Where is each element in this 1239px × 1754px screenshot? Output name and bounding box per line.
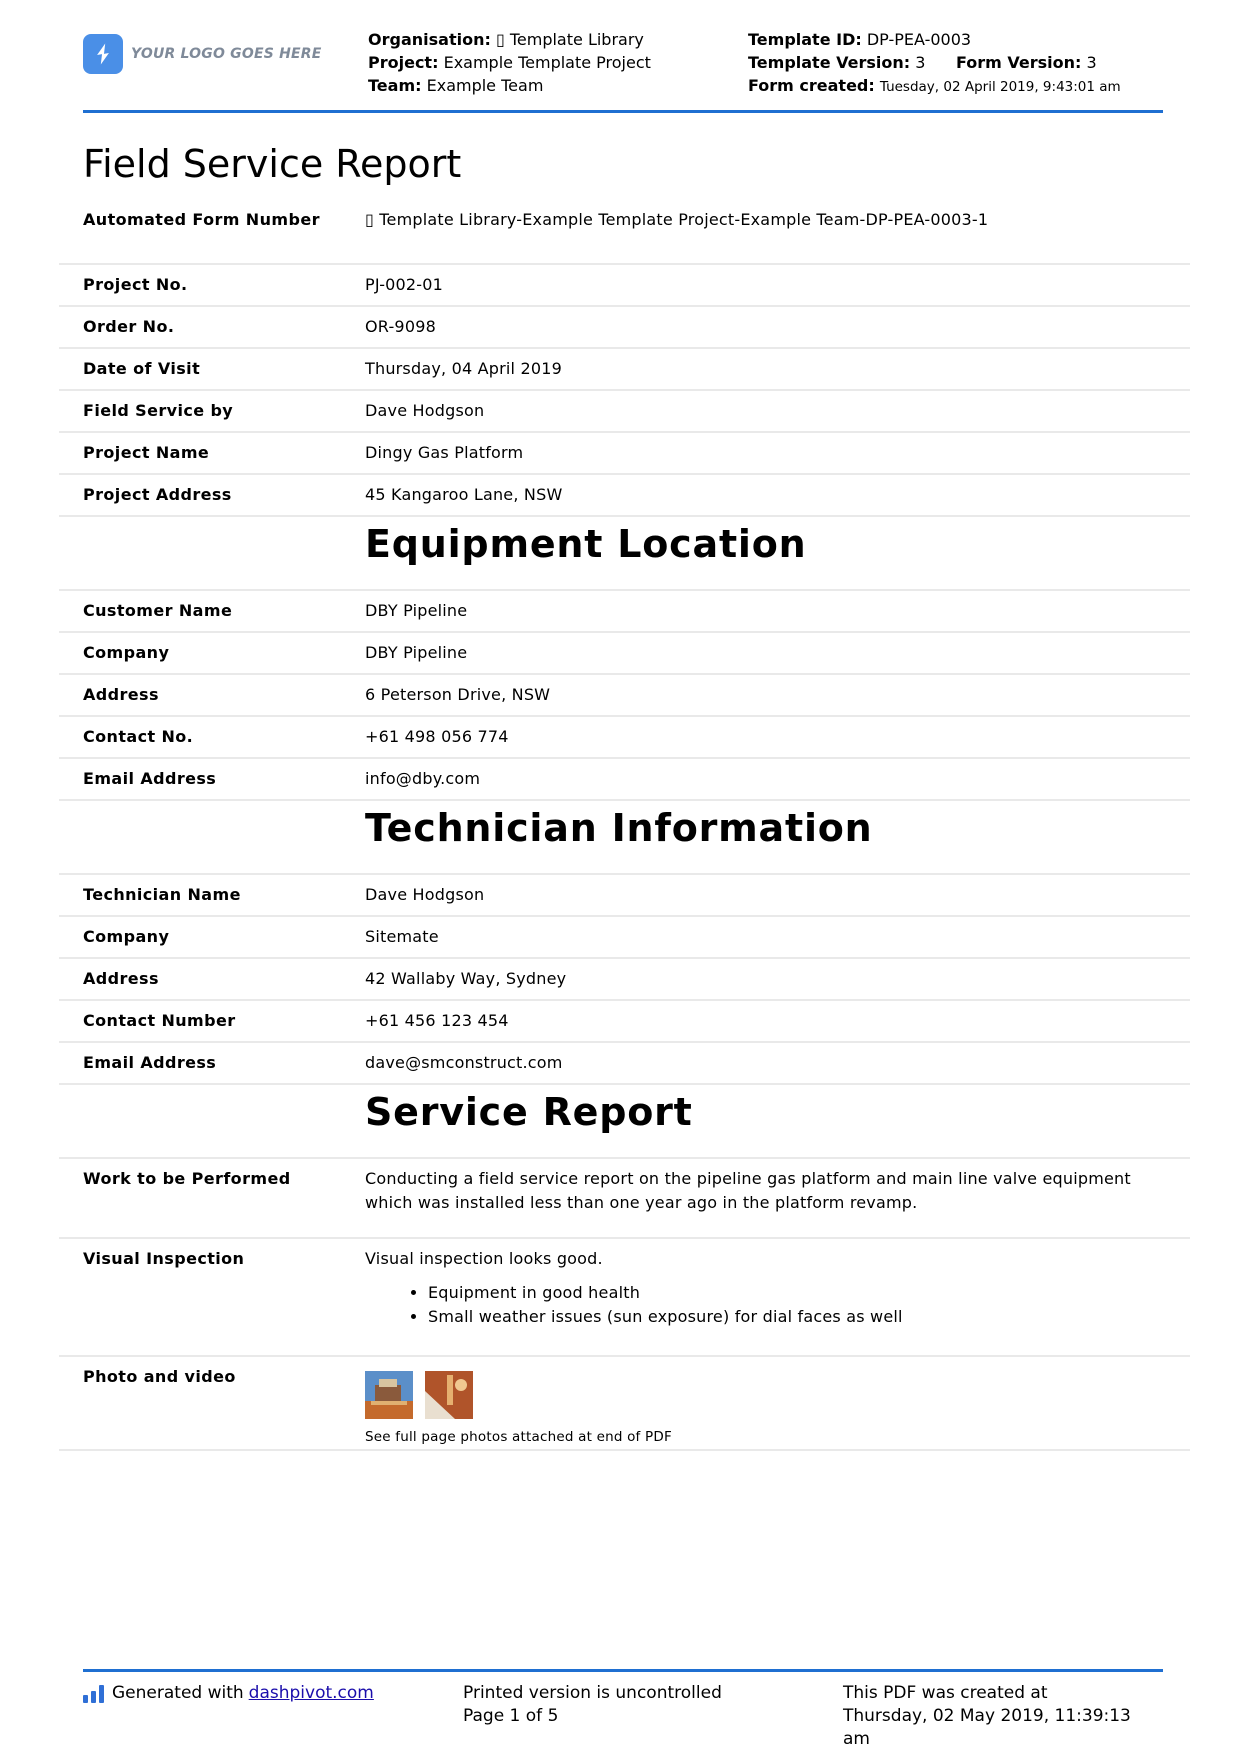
- field-label: Project No.: [83, 275, 188, 294]
- form-created-label: Form created:: [748, 76, 875, 95]
- visual-inspection-text: Visual inspection looks good.: [365, 1249, 603, 1268]
- list-item: • Equipment in good health: [428, 1281, 1165, 1305]
- page-number: Page 1 of 5: [463, 1706, 559, 1726]
- org-info: [368, 28, 651, 97]
- section-row: [59, 517, 1190, 591]
- field-row: [59, 917, 1190, 959]
- field-value: [365, 1247, 1165, 1329]
- field-value: Thursday, 04 April 2019: [365, 359, 562, 378]
- photo-caption: See full page photos attached at end of PDF: [365, 1429, 672, 1445]
- field-label: Email Address: [83, 769, 217, 788]
- logo-icon: [83, 34, 123, 74]
- field-row: [59, 349, 1190, 391]
- section-heading-service: Service Report: [365, 1090, 693, 1134]
- section-heading-technician: Technician Information: [365, 806, 873, 850]
- field-row: [59, 1357, 1190, 1451]
- section-heading-equipment: Equipment Location: [365, 522, 807, 566]
- field-row: [59, 675, 1190, 717]
- field-label: Email Address: [83, 1053, 217, 1072]
- field-label: Field Service by: [83, 401, 234, 420]
- field-label: Contact Number: [83, 1011, 236, 1030]
- field-label: Project Address: [83, 485, 232, 504]
- field-label: Date of Visit: [83, 359, 201, 378]
- print-status: [463, 1682, 722, 1728]
- project-label: Project:: [368, 53, 439, 72]
- field-row: [59, 391, 1190, 433]
- org-value: ▯ Template Library: [495, 30, 644, 49]
- field-value: DBY Pipeline: [365, 643, 468, 662]
- footer-divider: [83, 1669, 1163, 1672]
- field-value: Dingy Gas Platform: [365, 443, 524, 462]
- field-row: [59, 959, 1190, 1001]
- field-label: Photo and video: [83, 1367, 236, 1386]
- uncontrolled-note: Printed version is uncontrolled: [463, 1683, 722, 1703]
- field-row: [59, 265, 1190, 307]
- field-label: Contact No.: [83, 727, 194, 746]
- field-row: [59, 1043, 1190, 1085]
- field-row: [59, 200, 1190, 265]
- pdf-created-prefix: This PDF was created at: [843, 1683, 1048, 1703]
- field-value: PJ-002-01: [365, 275, 444, 294]
- field-row: [59, 591, 1190, 633]
- field-row: [59, 1239, 1190, 1357]
- page-title: Field Service Report: [83, 142, 462, 186]
- photo-thumbnail[interactable]: [365, 1371, 413, 1419]
- generated-with: [83, 1682, 374, 1705]
- field-row: [59, 1001, 1190, 1043]
- field-row: [59, 475, 1190, 517]
- pdf-created-value: Thursday, 02 May 2019, 11:39:13 am: [843, 1706, 1131, 1749]
- dashpivot-link[interactable]: dashpivot.com: [248, 1683, 374, 1703]
- header-divider: [83, 110, 1163, 113]
- field-label: Company: [83, 643, 170, 662]
- field-label: Address: [83, 969, 159, 988]
- team-label: Team:: [368, 76, 422, 95]
- field-row: [59, 759, 1190, 801]
- logo: [83, 34, 322, 74]
- field-label: Technician Name: [83, 885, 241, 904]
- field-value: Dave Hodgson: [365, 401, 485, 420]
- field-label: Automated Form Number: [83, 210, 320, 229]
- field-label: Visual Inspection: [83, 1249, 245, 1268]
- section-row: [59, 1085, 1190, 1159]
- form-created-value: Tuesday, 02 April 2019, 9:43:01 am: [879, 79, 1121, 95]
- field-value: +61 498 056 774: [365, 727, 509, 746]
- form-version-label: Form Version:: [955, 53, 1082, 72]
- field-label: Work to be Performed: [83, 1169, 291, 1188]
- logo-text: YOUR LOGO GOES HERE: [131, 46, 322, 62]
- section-row: [59, 801, 1190, 875]
- team-value: Example Team: [426, 76, 544, 95]
- template-info: [748, 28, 1121, 99]
- pdf-created: [843, 1682, 1163, 1751]
- field-value: +61 456 123 454: [365, 1011, 509, 1030]
- field-label: Address: [83, 685, 159, 704]
- field-value: 42 Wallaby Way, Sydney: [365, 969, 567, 988]
- field-value: Conducting a field service report on the pipeline gas platform and main line valve equipment which was installed less than one year ago in the platform revamp.: [365, 1169, 1131, 1212]
- template-id-label: Template ID:: [748, 30, 862, 49]
- template-version-label: Template Version:: [748, 53, 911, 72]
- project-value: Example Template Project: [443, 53, 651, 72]
- template-version-value: 3: [915, 53, 926, 72]
- generated-prefix: Generated with: [112, 1683, 244, 1703]
- chart-bars-icon: [83, 1685, 104, 1703]
- field-row: [59, 1159, 1190, 1239]
- field-row: [59, 307, 1190, 349]
- page-header: [83, 28, 1163, 112]
- field-value: DBY Pipeline: [365, 601, 468, 620]
- field-value: Sitemate: [365, 927, 439, 946]
- photo-gallery: [365, 1371, 1165, 1419]
- field-label: Customer Name: [83, 601, 233, 620]
- org-label: Organisation:: [368, 30, 491, 49]
- form-body: [59, 200, 1190, 1451]
- list-item: • Small weather issues (sun exposure) for dial faces as well: [428, 1305, 1165, 1329]
- field-row: [59, 717, 1190, 759]
- form-version-value: 3: [1086, 53, 1097, 72]
- visual-inspection-list: [365, 1281, 1165, 1329]
- field-value: ▯ Template Library-Example Template Project-Example Team-DP-PEA-0003-1: [365, 210, 989, 229]
- field-value: 45 Kangaroo Lane, NSW: [365, 485, 563, 504]
- field-label: Order No.: [83, 317, 175, 336]
- field-value: 6 Peterson Drive, NSW: [365, 685, 551, 704]
- template-id-value: DP-PEA-0003: [866, 30, 972, 49]
- field-row: [59, 633, 1190, 675]
- photo-thumbnail[interactable]: [425, 1371, 473, 1419]
- field-row: [59, 433, 1190, 475]
- field-value: dave@smconstruct.com: [365, 1053, 563, 1072]
- field-value: OR-9098: [365, 317, 436, 336]
- field-row: [59, 875, 1190, 917]
- field-value: Dave Hodgson: [365, 885, 485, 904]
- field-value: [365, 1365, 1165, 1449]
- field-label: Company: [83, 927, 170, 946]
- field-value: info@dby.com: [365, 769, 481, 788]
- field-label: Project Name: [83, 443, 210, 462]
